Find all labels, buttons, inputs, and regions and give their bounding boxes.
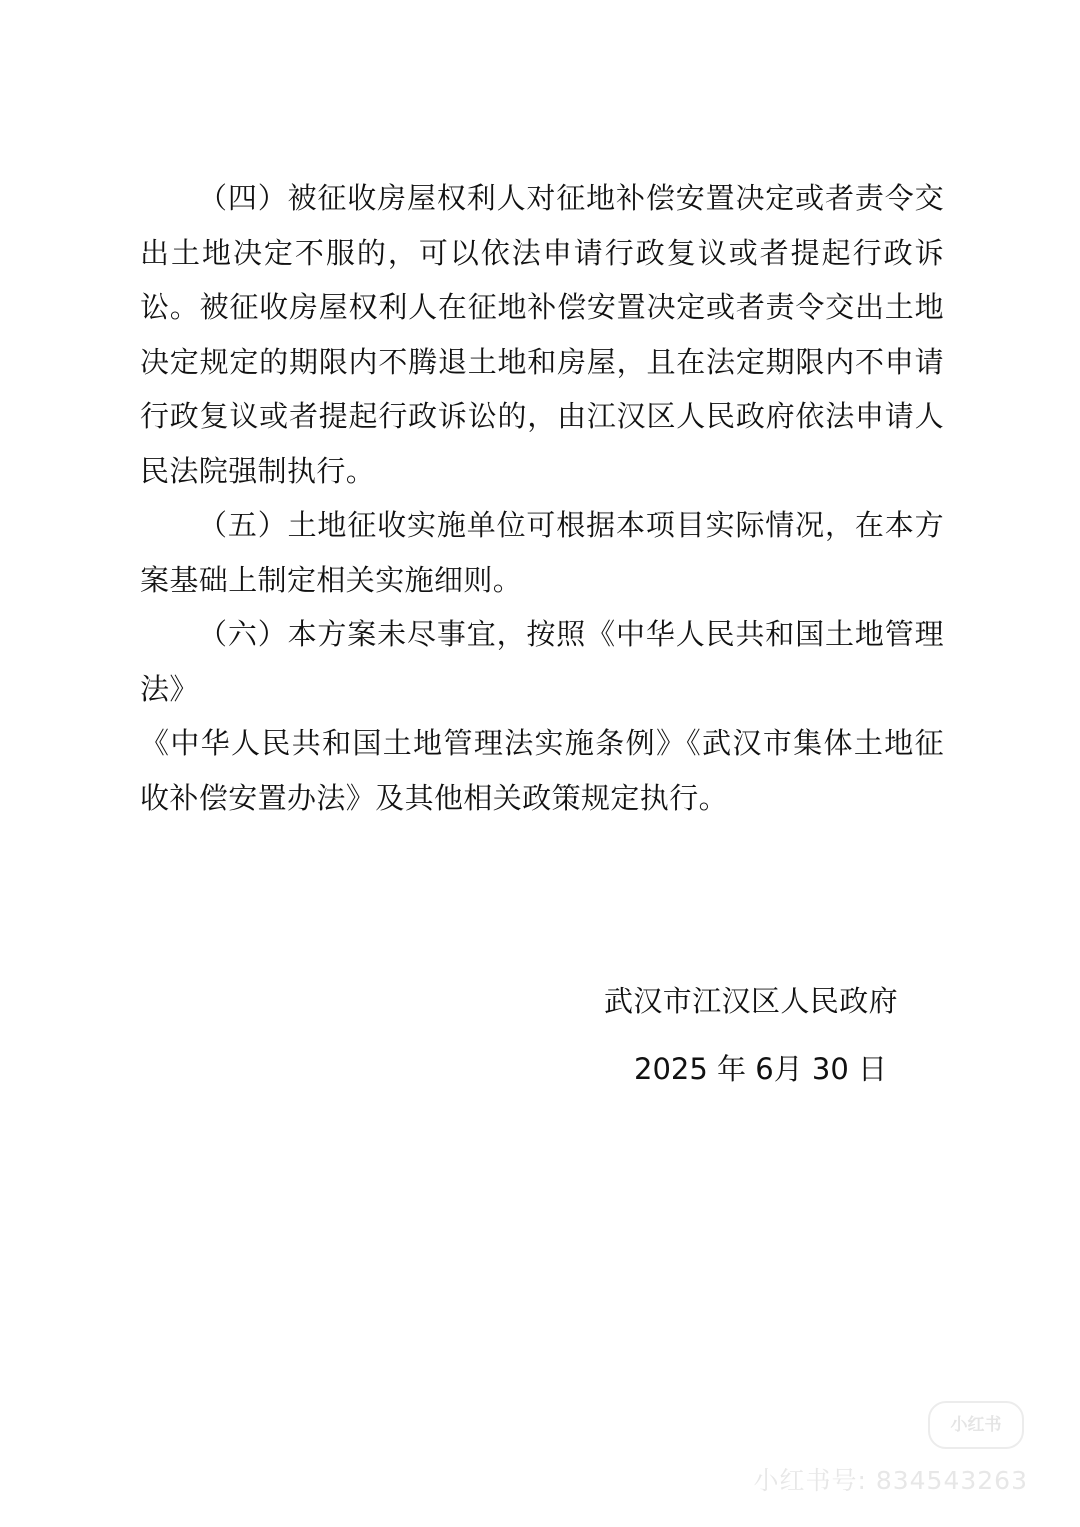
- issuing-organization: 武汉市江汉区人民政府: [604, 984, 899, 1018]
- watermark-id: 小红书号: 834543263: [753, 1466, 1028, 1495]
- xiaohongshu-logo-icon: 小红书: [928, 1401, 1024, 1449]
- document-body: [140, 171, 944, 825]
- issue-date: 2025 年 6月 30 日: [634, 1052, 888, 1086]
- paragraph-six: （六）本方案未尽事宜，按照《中华人民共和国土地管理法》: [140, 617, 944, 706]
- paragraph-six-continued: 《中华人民共和国土地管理法实施条例》《武汉市集体土地征收补偿安置办法》及其他相关政策规定执行。: [140, 726, 944, 815]
- watermark: [753, 1401, 1028, 1497]
- paragraph-five: （五）土地征收实施单位可根据本项目实际情况，在本方案基础上制定相关实施细则。: [140, 508, 944, 597]
- paragraph-four: （四）被征收房屋权利人对征地补偿安置决定或者责令交出土地决定不服的，可以依法申请行政复议或者提起行政诉讼。被征收房屋权利人在征地补偿安置决定或者责令交出土地决定规定的期限内不腾退土地和房屋，且在法定期限内不申请行政复议或者提起行政诉讼的，由江汉区人民政府依法申请人民法院强制执行。: [140, 181, 944, 488]
- signature-block: [604, 978, 924, 1092]
